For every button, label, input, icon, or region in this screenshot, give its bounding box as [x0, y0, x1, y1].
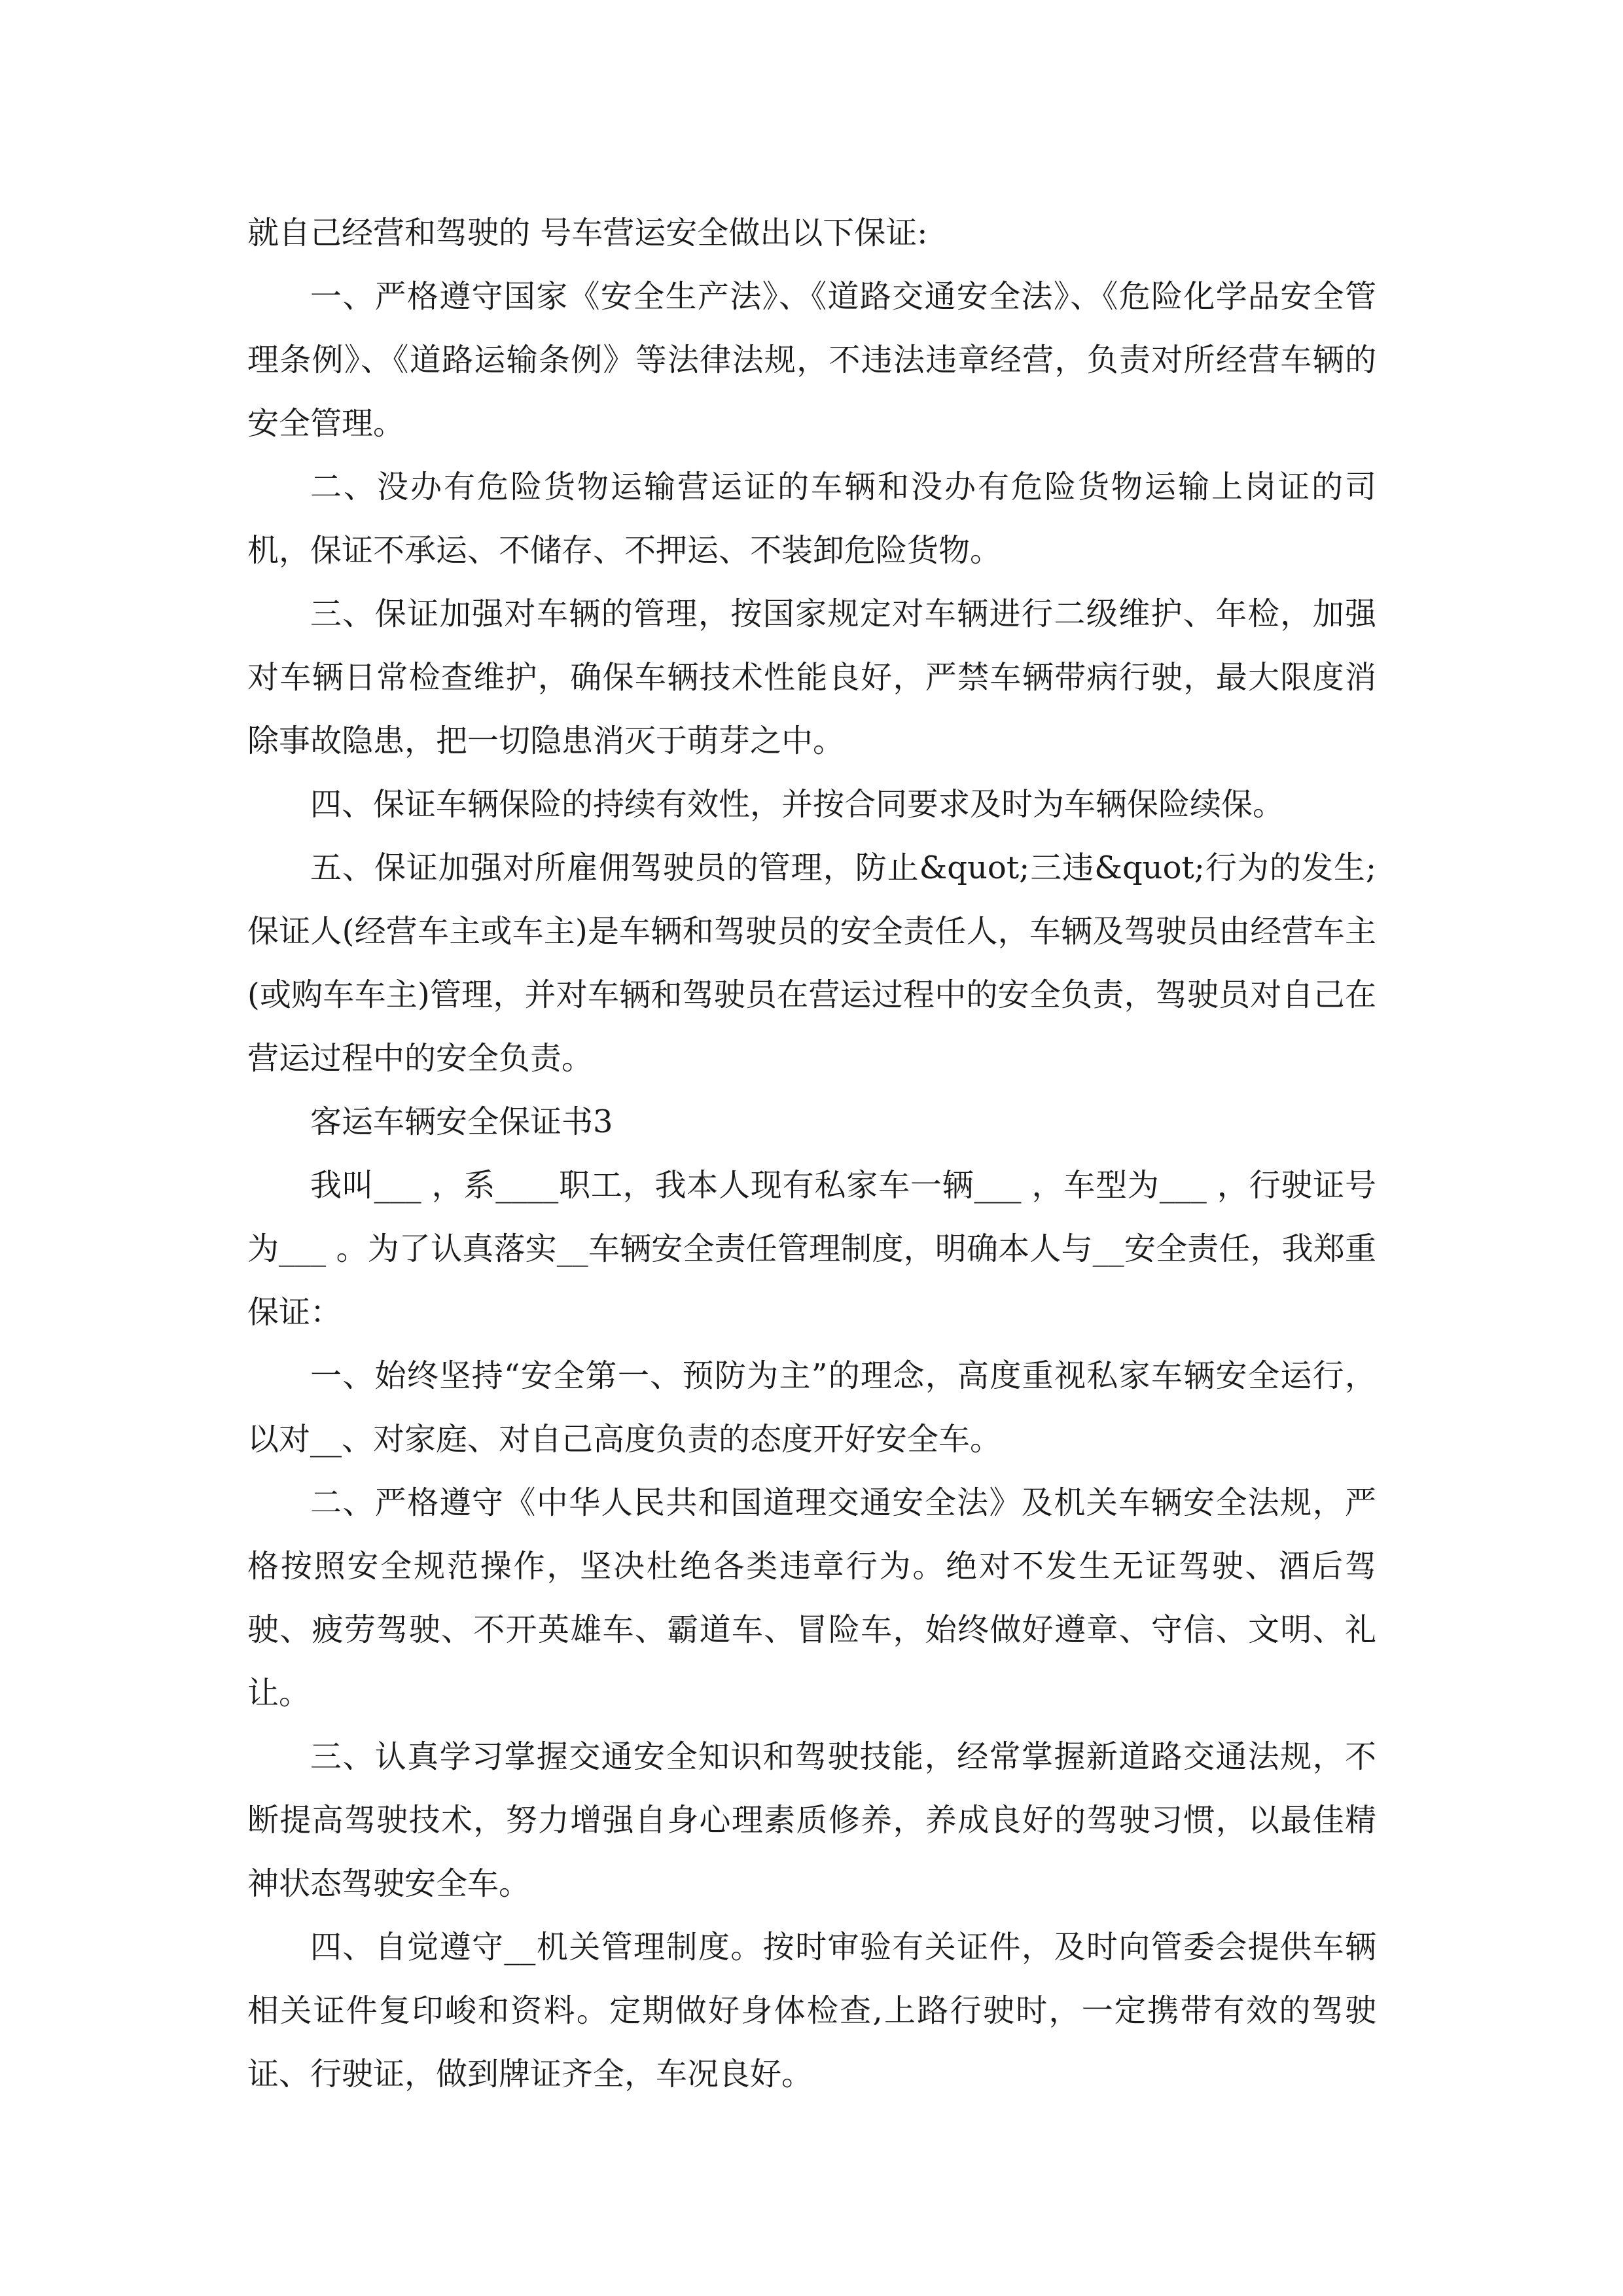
paragraph-item-1: 一、严格遵守国家《安全生产法》、《道路交通安全法》、《危险化学品安全管理条例》、《道路运输条例》等法律法规，不违法违章经营，负责对所经营车辆的安全管理。 — [247, 278, 1376, 442]
paragraph-item-5: 五、保证加强对所雇佣驾驶员的管理，防止&quot;三违&quot;行为的发生;保证人(经营车主或车主)是车辆和驾驶员的安全责任人，车辆及驾驶员由经营车主(或购车车主)管理，并对车辆和驾驶员在营运过程中的安全负责，驾驶员对自己在营运过程中的安全负责。 — [247, 850, 1376, 1077]
paragraph-pledge-3: 三、认真学习掌握交通安全知识和驾驶技能，经常掌握新道路交通法规，不断提高驾驶技术，努力增强自身心理素质修养，养成良好的驾驶习惯，以最佳精神状态驾驶安全车。 — [247, 1738, 1376, 1902]
paragraph-pledge-2: 二、严格遵守《中华人民共和国道理交通安全法》及机关车辆安全法规，严格按照安全规范操作，坚决杜绝各类违章行为。绝对不发生无证驾驶、酒后驾驶、疲劳驾驶、不开英雄车、霸道车、冒险车，始终做好遵章、守信、文明、礼让。 — [247, 1484, 1376, 1712]
document-page — [247, 202, 1376, 2106]
paragraph-pledge-1: 一、始终坚持“安全第一、预防为主”的理念，高度重视私家车辆安全运行，以对__、对家庭、对自己高度负责的态度开好安全车。 — [247, 1357, 1376, 1458]
paragraph-intro: 就自己经营和驾驶的 号车营运安全做出以下保证: — [247, 215, 928, 251]
paragraph-pledge-intro: 我叫___ ，系____职工，我本人现有私家车一辆___ ，车型为___ ，行驶证号为___ 。为了认真落实__车辆安全责任管理制度，明确本人与__安全责任，我郑重保证： — [247, 1167, 1376, 1331]
paragraph-item-3: 三、保证加强对车辆的管理，按国家规定对车辆进行二级维护、年检，加强对车辆日常检查维护，确保车辆技术性能良好，严禁车辆带病行驶，最大限度消除事故隐患，把一切隐患消灭于萌芽之中。 — [247, 596, 1376, 759]
section-heading: 客运车辆安全保证书3 — [310, 1103, 613, 1140]
paragraph-pledge-4: 四、自觉遵守__机关管理制度。按时审验有关证件，及时向管委会提供车辆相关证件复印峻和资料。定期做好身体检查,上路行驶时，一定携带有效的驾驶证、行驶证，做到牌证齐全，车况良好。 — [247, 1929, 1376, 2092]
paragraph-item-2: 二、没办有危险货物运输营运证的车辆和没办有危险货物运输上岗证的司机，保证不承运、不储存、不押运、不装卸危险货物。 — [247, 469, 1376, 569]
paragraph-item-4: 四、保证车辆保险的持续有效性，并按合同要求及时为车辆保险续保。 — [310, 786, 1285, 823]
